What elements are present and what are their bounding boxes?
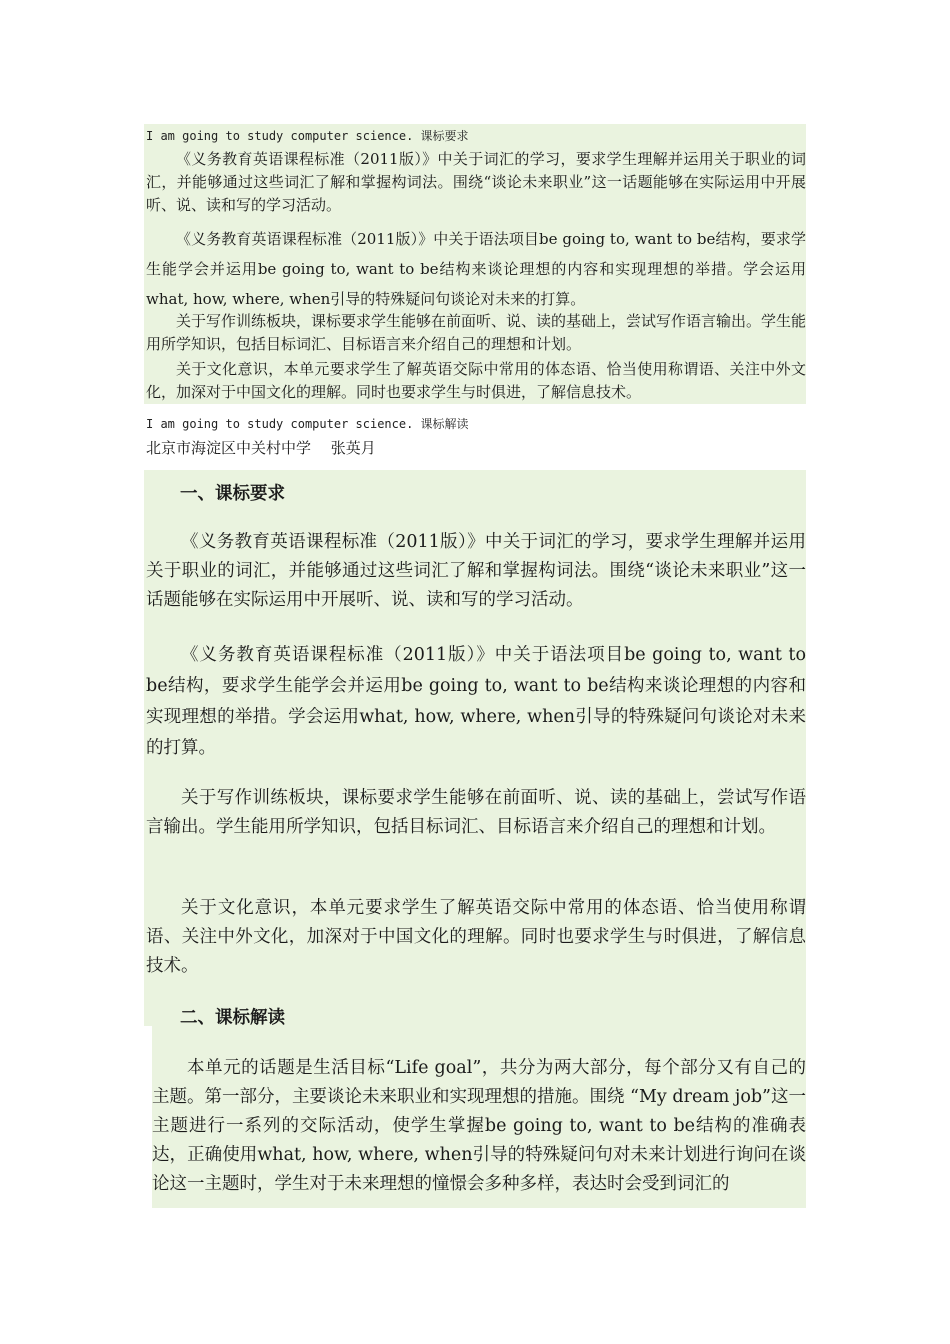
- heading-interpretation: 二、课标解读: [180, 1008, 285, 1028]
- section-label-requirements: I am going to study computer science. 课标要求: [146, 129, 469, 143]
- heading-requirements: 一、课标要求: [180, 484, 285, 504]
- paragraph-grammar: 《义务教育英语课程标准（2011版）》中关于语法项目be going to, want to be结构，要求学生能学会并运用be going to, want to be结构来谈论理想的内容和实现理想的举措。学会运用what, how, where, when引导的特殊疑问句谈论对未来的打算。: [146, 230, 806, 308]
- paragraph-writing: 关于写作训练板块，课标要求学生能够在前面听、说、读的基础上，尝试写作语言输出。学生能用所学知识，包括目标词汇、目标语言来介绍自己的理想和计划。: [146, 312, 807, 353]
- section-label-interpretation: I am going to study computer science. 课标解读: [146, 417, 469, 431]
- paragraph-interpretation: 本单元的话题是生活目标“Life goal”，共分为两大部分，每个部分又有自己的主题。第一部分，主要谈论未来职业和实现理想的措施。围绕 “My dream job”这一主题进行一系列的交际活动，使学生掌握be going to, want to be结构的准确表达，正确使用what, how, where, when引导的特殊疑问句对未来计划进行询问在谈论这一主题时，学生对于未来理想的憧憬会多种多样，表达时会受到词汇的: [152, 1058, 806, 1194]
- paragraph-writing-2: 关于写作训练板块，课标要求学生能够在前面听、说、读的基础上，尝试写作语言输出。学生能用所学知识，包括目标词汇、目标语言来介绍自己的理想和计划。: [146, 788, 806, 837]
- paragraph-culture: 关于文化意识，本单元要求学生了解英语交际中常用的体态语、恰当使用称谓语、关注中外文化，加深对于中国文化的理解。同时也要求学生与时俱进，了解信息技术。: [146, 360, 806, 401]
- author-line: 北京市海淀区中关村中学 张英月: [146, 439, 376, 457]
- paragraph-vocabulary-2: 《义务教育英语课程标准（2011版）》中关于词汇的学习，要求学生理解并运用关于职业的词汇，并能够通过这些词汇了解和掌握构词法。围绕“谈论未来职业”这一话题能够在实际运用中开展听、说、读和写的学习活动。: [146, 532, 806, 610]
- paragraph-grammar-2: 《义务教育英语课程标准（2011版）》中关于语法项目be going to, want to be结构，要求学生能学会并运用be going to, want to be结构来谈论理想的内容和实现理想的举措。学会运用what, how, where, when引导的特殊疑问句谈论对未来的打算。: [146, 645, 806, 758]
- paragraph-culture-2: 关于文化意识，本单元要求学生了解英语交际中常用的体态语、恰当使用称谓语、关注中外文化，加深对于中国文化的理解。同时也要求学生与时俱进，了解信息技术。: [146, 898, 806, 976]
- paragraph-vocabulary: 《义务教育英语课程标准（2011版）》中关于词汇的学习，要求学生理解并运用关于职业的词汇，并能够通过这些词汇了解和掌握构词法。围绕“谈论未来职业”这一话题能够在实际运用中开展听、说、读和写的学习活动。: [146, 150, 806, 214]
